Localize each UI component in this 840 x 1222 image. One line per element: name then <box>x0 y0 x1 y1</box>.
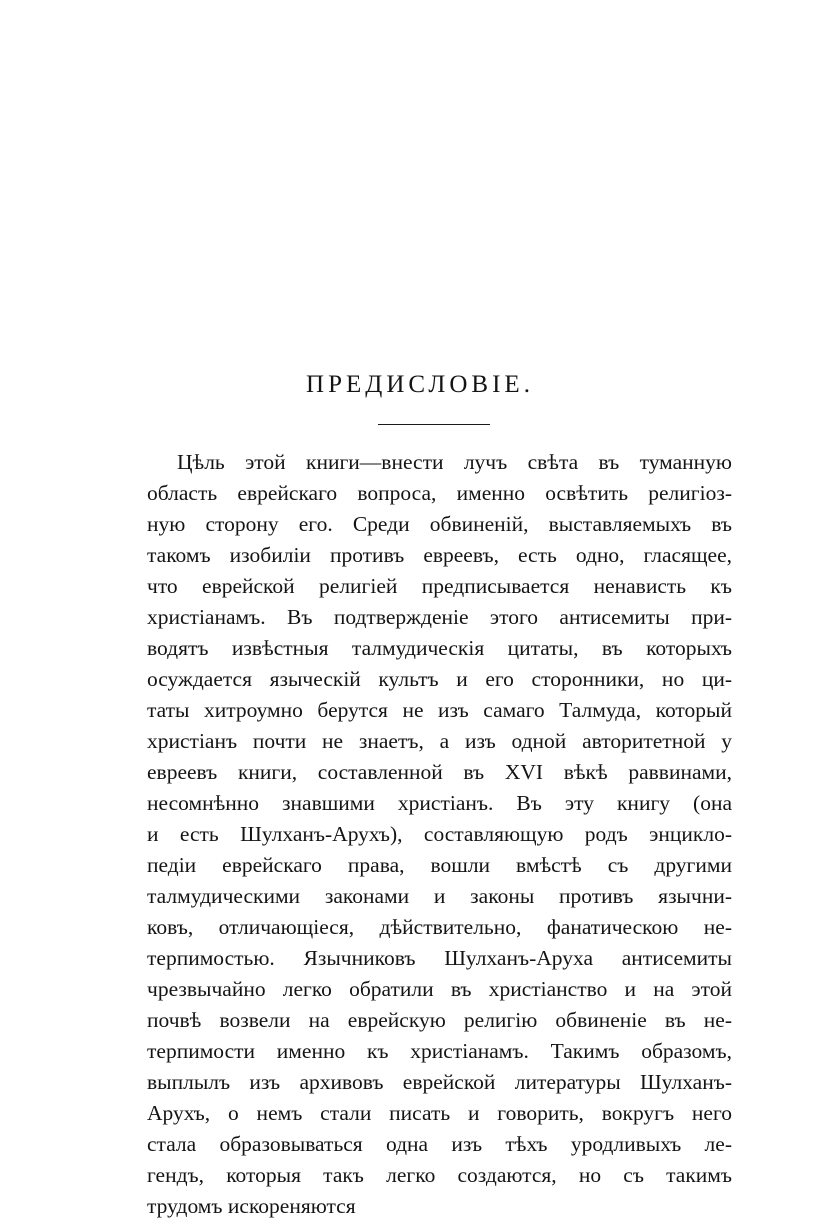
text-line: что еврейской религіей предписывается ненависть къ <box>147 574 732 598</box>
text-line: область еврейскаго вопроса, именно освѣтить религіоз- <box>147 481 732 505</box>
text-line: чрезвычайно легко обратили въ христіанство и на этой <box>147 977 732 1001</box>
text-line: такомъ изобиліи противъ евреевъ, есть одно, гласящее, <box>147 543 732 567</box>
title-divider <box>378 424 490 425</box>
text-line: Цѣль этой книги—внести лучъ свѣта въ туманную <box>177 450 732 474</box>
text-line: педіи еврейскаго права, вошли вмѣстѣ съ другими <box>147 853 732 877</box>
text-line: ную сторону его. Среди обвиненій, выставляемыхъ въ <box>147 512 732 536</box>
text-line: христіанъ почти не знаетъ, а изъ одной авторитетной у <box>147 729 732 753</box>
text-line: гендъ, которыя такъ легко создаются, но съ такимъ <box>147 1163 732 1187</box>
text-line: терпимости именно къ христіанамъ. Такимъ образомъ, <box>147 1039 732 1063</box>
preface-paragraph <box>147 447 732 1222</box>
text-line: ковъ, отличающіеся, дѣйствительно, фанатическою не- <box>147 915 732 939</box>
text-line: христіанамъ. Въ подтвержденіе этого антисемиты при- <box>147 605 732 629</box>
text-line: Арухъ, о немъ стали писать и говорить, вокругъ него <box>147 1101 732 1125</box>
text-line: водятъ извѣстныя талмудическія цитаты, въ которыхъ <box>147 636 732 660</box>
text-line: несомнѣнно знавшими христіанъ. Въ эту книгу (она <box>147 791 732 815</box>
text-line: талмудическими законами и законы противъ язычни- <box>147 884 732 908</box>
text-line: таты хитроумно берутся не изъ самаго Талмуда, который <box>147 698 732 722</box>
text-line: выплылъ изъ архивовъ еврейской литературы Шулханъ- <box>147 1070 732 1094</box>
text-line: осуждается языческій культъ и его сторонники, но ци- <box>147 667 732 691</box>
text-line: евреевъ книги, составленной въ XVI вѣкѣ раввинами, <box>147 760 732 784</box>
text-line: и есть Шулханъ-Арухъ), составляющую родъ энцикло- <box>147 822 732 846</box>
text-line: почвѣ возвели на еврейскую религію обвиненіе въ не- <box>147 1008 732 1032</box>
text-line: терпимостью. Язычниковъ Шулханъ-Аруха антисемиты <box>147 946 732 970</box>
text-line: трудомъ искореняются <box>147 1194 356 1218</box>
text-line: стала образовываться одна изъ тѣхъ уродливыхъ ле- <box>147 1132 732 1156</box>
page-title: ПРЕДИСЛОВІЕ. <box>306 371 534 398</box>
